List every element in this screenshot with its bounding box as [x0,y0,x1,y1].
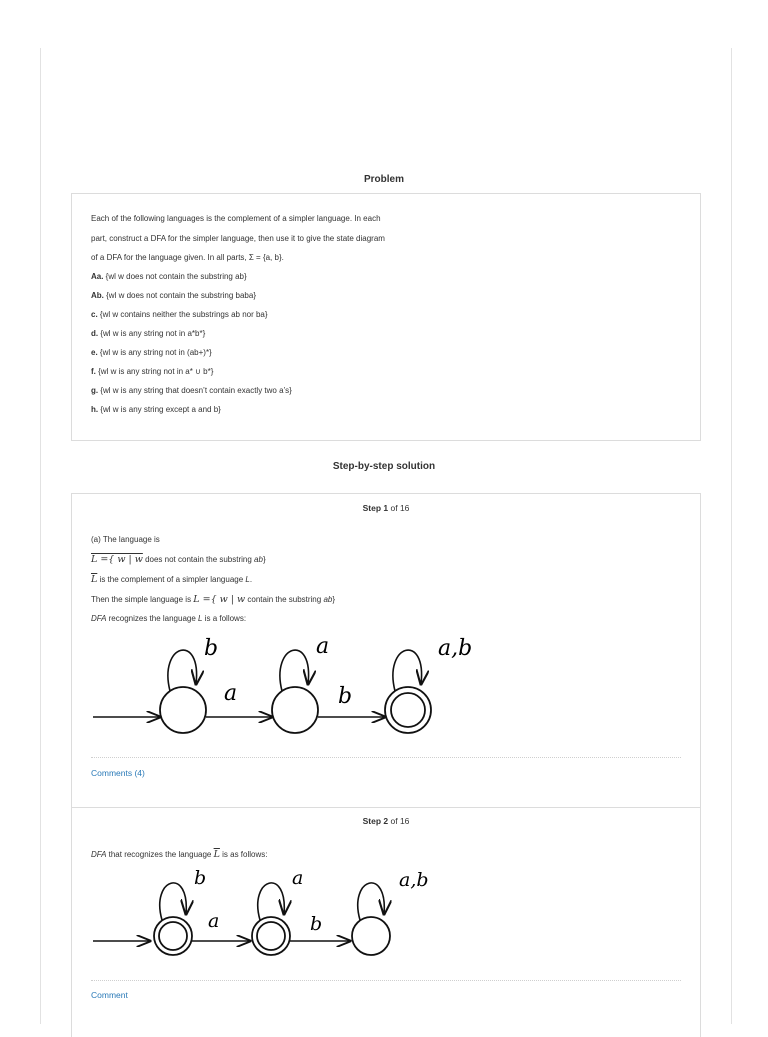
part-text: {wl w is any string not in a* ∪ b*} [95,367,214,376]
separator [91,757,681,758]
loop-q0 [160,883,187,920]
label-loop-q1: a [316,634,330,659]
loop-q1 [280,650,309,691]
text: L [198,614,203,623]
problem-heading: Problem [363,174,404,185]
state-q2 [352,917,390,955]
label-loop-q2: a,b [438,636,473,661]
text: Then the simple language is [91,595,194,604]
label-edge-a: a [224,681,238,706]
label-edge-b: b [310,913,323,935]
part-text: {wl w contains neither the substrings ab nor ba} [97,310,268,319]
problem-part [91,272,247,281]
step1-line-2 [91,554,266,565]
step-of: of 16 [390,503,410,513]
text: . [249,575,253,584]
math-L: L ={ w | w [193,594,246,605]
text: } [332,595,336,604]
problem-line-1: Each of the following languages is the complement of a simpler language. In each [91,214,381,223]
solution-heading: Step-by-step solution [332,461,436,472]
loop-q2 [358,883,385,920]
text: } [262,555,266,564]
text: contain the substring [245,595,324,604]
part-label: Aa. [91,272,104,281]
part-text: {wl w is any string not in (ab+)*} [97,348,212,357]
text: does not contain the substring [142,555,255,564]
math-complement-L: $\overline{L}$ [91,574,98,585]
part-label: Ab. [91,291,104,300]
problem-part [91,329,205,338]
comments-link[interactable]: Comments (4) [91,768,145,778]
state-q0 [160,687,206,733]
state-q2-accept-ring [391,693,425,727]
text: is the complement of a simpler language [97,575,246,584]
separator [91,980,681,981]
step-word: Step [362,816,382,826]
state-q1 [272,687,318,733]
step1-line-3 [91,574,252,585]
problem-part [91,386,292,395]
step-1-box [71,493,701,808]
label-edge-a: a [208,910,220,932]
part-label: c. [91,310,98,319]
math-complement-L: $\overline{L}$ [213,849,220,860]
problem-box [71,193,701,441]
text: ab [254,555,263,564]
state-q0-accept-ring [159,922,187,950]
problem-part [91,348,212,357]
text: is as follows: [219,850,268,859]
text: DFA [91,614,107,623]
step-number: 1 [383,503,389,513]
label-loop-q0: b [194,867,207,889]
label-loop-q1: a [292,867,304,889]
step1-line-1: (a) The language is [91,535,160,544]
label-edge-b: b [338,684,353,709]
step1-line-5 [91,614,246,623]
label-loop-q0: b [204,636,219,661]
problem-part [91,291,256,300]
step-word: Step [362,503,382,513]
text: recognizes the language [106,614,199,623]
problem-part [91,310,268,319]
problem-line-2: part, construct a DFA for the simpler language, then use it to give the state diagram [91,234,385,243]
part-text: {wl w is any string not in a*b*} [98,329,206,338]
comment-link[interactable]: Comment [91,990,128,1000]
dfa-diagram-2 [72,860,700,970]
math-complement-L: L ={ w | w [91,554,143,565]
part-text: {wl w is any string except a and b} [98,405,221,414]
label-loop-q2: a,b [399,869,429,891]
part-text: {wl w does not contain the substring baba} [103,291,256,300]
loop-q1 [258,883,285,920]
step2-line-1 [91,849,267,860]
text: that recognizes the language [106,850,214,859]
loop-q2 [393,650,422,691]
problem-part [91,367,213,376]
problem-line-3: of a DFA for the language given. In all parts, Σ = {a, b}. [91,253,284,262]
part-label: d. [91,329,99,338]
step-number: 2 [383,816,389,826]
part-text: {wl w does not contain the substring ab} [103,272,247,281]
problem-part [91,405,221,414]
step1-line-4 [91,594,335,605]
part-text: {wl w is any string that doesn’t contain exactly two a’s} [98,386,292,395]
text: is a follows: [202,614,247,623]
part-label: g. [91,386,99,395]
loop-q0 [168,650,197,691]
text: DFA [91,850,107,859]
step-title [72,816,700,826]
dfa-diagram-1 [72,624,700,749]
text: L [245,575,250,584]
part-label: f. [91,367,96,376]
step-2-box [71,807,701,1037]
part-label: h. [91,405,99,414]
step-of: of 16 [390,816,410,826]
step-title [72,503,700,513]
state-q1-accept-ring [257,922,285,950]
part-label: e. [91,348,98,357]
text: ab [323,595,333,604]
